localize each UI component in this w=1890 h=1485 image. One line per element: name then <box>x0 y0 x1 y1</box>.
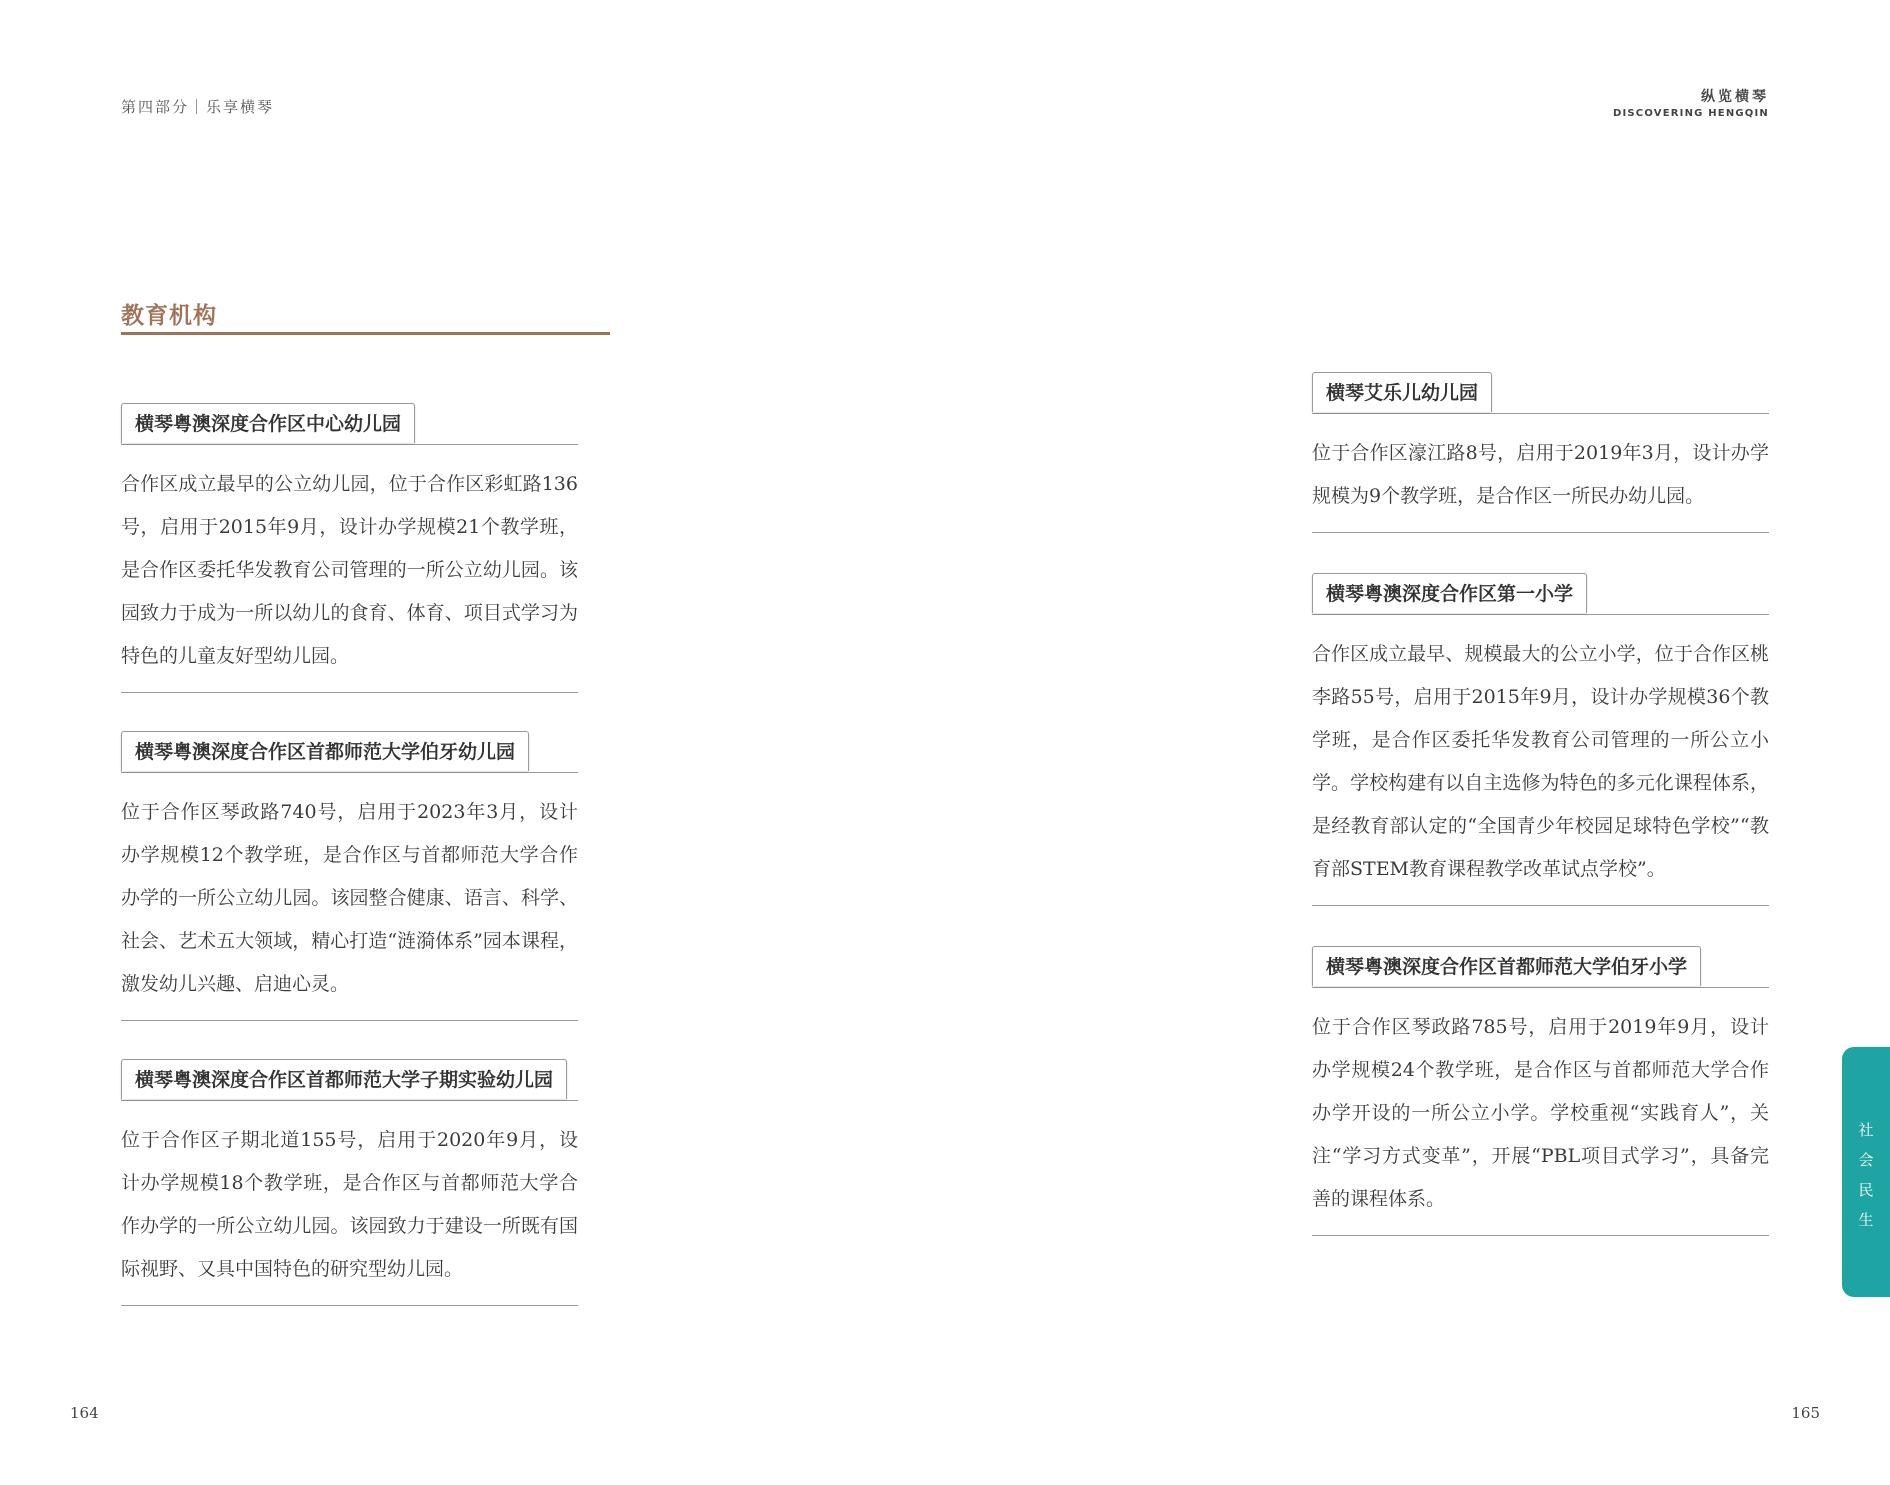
institution-description: 位于合作区濠江路8号，启用于2019年3月，设计办学规模为9个教学班，是合作区一所民办幼儿园。 <box>1312 432 1769 533</box>
institution-card <box>1312 372 1769 533</box>
institution-description: 合作区成立最早的公立幼儿园，位于合作区彩虹路136号，启用于2015年9月，设计办学规模21个教学班，是合作区委托华发教育公司管理的一所公立幼儿园。该园致力于成为一所以幼儿的食育、体育、项目式学习为特色的儿童友好型幼儿园。 <box>121 463 578 693</box>
institution-description: 位于合作区琴政路785号，启用于2019年9月，设计办学规模24个教学班，是合作区与首都师范大学合作办学开设的一所公立小学。学校重视“实践育人”，关注“学习方式变革”，开展“PBL项目式学习”，具备完善的课程体系。 <box>1312 1006 1769 1236</box>
card-header <box>1312 372 1769 414</box>
institution-card <box>121 403 578 693</box>
title-divider <box>121 332 610 335</box>
institution-name: 横琴粤澳深度合作区首都师范大学伯牙幼儿园 <box>121 731 529 771</box>
page-number-left: 164 <box>70 1404 99 1422</box>
institution-card <box>121 731 578 1021</box>
card-header <box>121 731 578 773</box>
institution-name: 横琴粤澳深度合作区第一小学 <box>1312 573 1587 613</box>
institution-description: 合作区成立最早、规模最大的公立小学，位于合作区桃李路55号，启用于2015年9月，设计办学规模36个教学班，是合作区委托华发教育公司管理的一所公立小学。学校构建有以自主选修为特色的多元化课程体系，是经教育部认定的“全国青少年校园足球特色学校”“教育部STEM教育课程教学改革试点学校”。 <box>1312 633 1769 906</box>
card-header <box>121 403 578 445</box>
card-header <box>1312 573 1769 615</box>
section-header: 第四部分｜乐享横琴 <box>121 98 275 116</box>
right-column <box>1312 372 1769 1276</box>
institution-description: 位于合作区子期北道155号，启用于2020年9月，设计办学规模18个教学班，是合作区与首都师范大学合作办学的一所公立幼儿园。该园致力于建设一所既有国际视野、又具中国特色的研究型幼儿园。 <box>121 1119 578 1306</box>
institution-description: 位于合作区琴政路740号，启用于2023年3月，设计办学规模12个教学班，是合作区与首都师范大学合作办学的一所公立幼儿园。该园整合健康、语言、科学、社会、艺术五大领域，精心打造“涟漪体系”园本课程，激发幼儿兴趣、启迪心灵。 <box>121 791 578 1021</box>
book-title-en: DISCOVERING HENGQIN <box>1612 108 1769 119</box>
chapter-side-tab-label: 社会民生 <box>1858 1121 1874 1229</box>
institution-card <box>121 1059 578 1306</box>
page-title: 教育机构 <box>121 303 217 329</box>
card-header <box>1312 946 1769 988</box>
institution-name: 横琴粤澳深度合作区首都师范大学伯牙小学 <box>1312 946 1701 986</box>
left-column <box>121 403 578 1344</box>
institution-card <box>1312 946 1769 1236</box>
institution-name: 横琴艾乐儿幼儿园 <box>1312 372 1492 412</box>
chapter-side-tab[interactable] <box>1842 1047 1890 1297</box>
institution-name: 横琴粤澳深度合作区首都师范大学子期实验幼儿园 <box>121 1059 567 1099</box>
institution-card <box>1312 573 1769 906</box>
book-title-cn: 纵览横琴 <box>1701 89 1769 105</box>
institution-name: 横琴粤澳深度合作区中心幼儿园 <box>121 403 415 443</box>
book-title <box>1613 86 1769 119</box>
card-header <box>121 1059 578 1101</box>
page-number-right: 165 <box>1791 1404 1820 1422</box>
